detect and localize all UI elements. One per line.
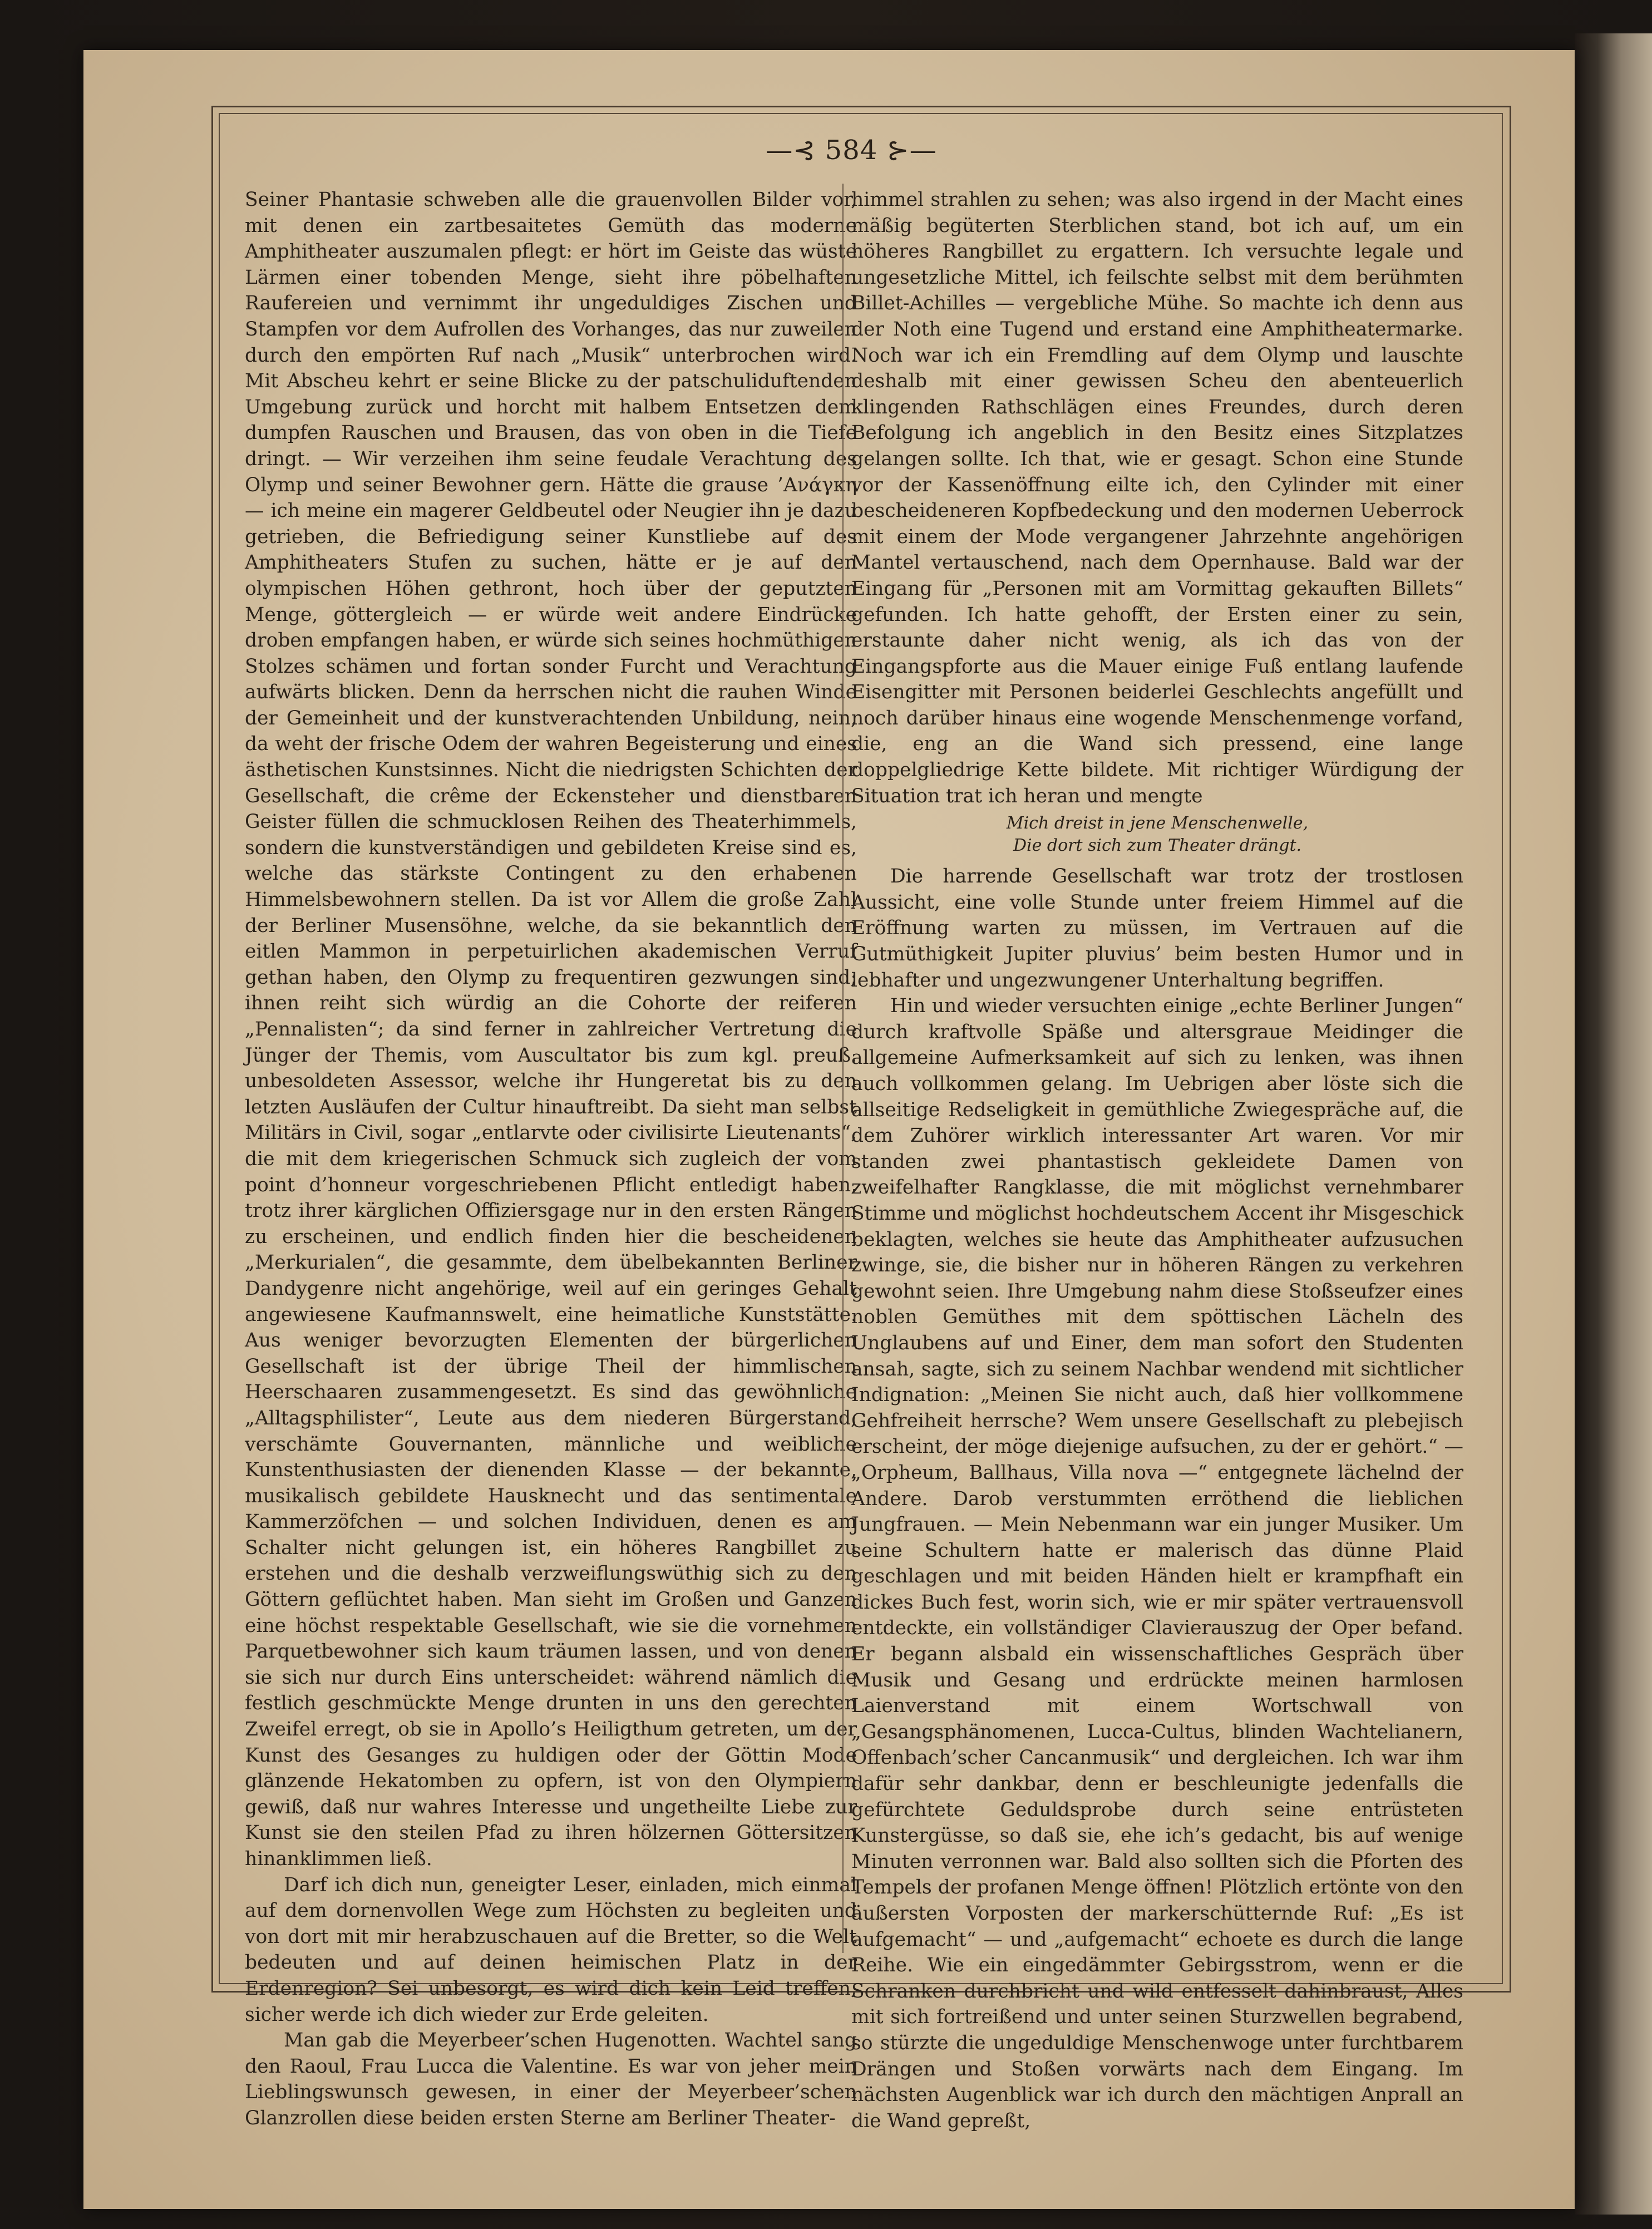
page-number: —⊰ 584 ⊱— [766, 135, 937, 166]
left-column [245, 187, 857, 2132]
right-paragraph-3: Hin und wieder versuchten einige „echte Berliner Jungen“ durch kraftvolle Späße und altersgraue Meidinger die allgemeine Aufmerksamkeit auf sich zu lenken, was ihnen auch vollkommen gelang. Im Uebrigen aber löste sich die allseitige Redseligkeit in gemüthliche Zwiegespräche auf, die dem Zuhörer wirklich interessanter Art waren. Vor mir standen zwei phantastisch gekleidete Damen von zweifelhafter Rangklasse, die mit möglichst vernehmbarer Stimme und möglichst hochdeutschem Accent ihr Misgeschick beklagten, welches sie heute das Amphitheater aufzusuchen zwinge, sie, die bisher nur in höheren Rängen zu verkehren gewohnt seien. Ihre Umgebung nahm diese Stoßseufzer eines noblen Gemüthes mit dem spöttischen Lächeln des Unglaubens auf und Einer, dem man sofort den Studenten ansah, sagte, sich zu seinem Nachbar wendend mit sichtlicher Indignation: „Meinen Sie nicht auch, daß hier vollkommene Gehfreiheit herrsche? Wem unsere Gesellschaft zu plebejisch erscheint, der möge diejenige aufsuchen, zu der er gehört.“ — „Orpheum, Ballhaus, Villa nova —“ entgegnete lächelnd der Andere. Darob verstummten erröthend die lieblichen Jungfrauen. — Mein Nebenmann war ein junger Musiker. Um seine Schultern hatte er malerisch das dünne Plaid geschlagen und mit beiden Händen hielt er krampfhaft ein dickes Buch fest, worin sich, wie er mir später vertrauensvoll entdeckte, ein vollständiger Clavierauszug der Oper befand. Er begann alsbald ein wissenschaftliches Gespräch über Musik und Gesang und erdrückte meinen harmlosen Laienverstand mit einem Wortschwall von „Gesangsphänomenen, Lucca-Cultus, blinden Wachtelianern, Offenbach’scher Cancanmusik“ und dergleichen. Ich war ihm dafür sehr dankbar, denn er beschleunigte jedenfalls die gefürchtete Geduldsprobe durch seine entrüsteten Kunstergüsse, so daß sie, ehe ich’s gedacht, bis auf wenige Minuten verronnen war. Bald also sollten sich die Pforten des Tempels der profanen Menge öffnen! Plötzlich ertönte von den äußersten Vorposten der markerschütternde Ruf: „Es ist aufgemacht“ — und „aufgemacht“ echoete es durch die lange Reihe. Wie ein eingedämmter Gebirgsstrom, wenn er die Schranken durchbricht und wild entfesselt dahinbraust, Alles mit sich fortreißend und unter seinen Sturzwellen begrabend, so stürzte die ungeduldige Menschenwoge unter furchtbarem Drängen und Stoßen vorwärts nach dem Eingang. Im nächsten Augenblick war ich durch den mächtigen Anprall an die Wand gepreßt, [851, 995, 1463, 2132]
column-divider [842, 184, 844, 1953]
right-paragraph-1: himmel strahlen zu sehen; was also irgend in der Macht eines mäßig begüterten Sterblichen stand, bot ich auf, um ein höheres Rangbillet zu ergattern. Ich versuchte legale und ungesetzliche Mittel, ich feilschte selbst mit dem berühmten Billet-Achilles — vergebliche Mühe. So machte ich denn aus der Noth eine Tugend und erstand eine Amphitheatermarke. Noch war ich ein Fremdling auf dem Olymp und lauschte deshalb mit einer gewissen Scheu den abenteuerlich klingenden Rathschlägen eines Freundes, durch deren Befolgung ich angeblich in den Besitz eines Sitzplatzes gelangen sollte. Ich that, wie er gesagt. Schon eine Stunde vor der Kassenöffnung eilte ich, den Cylinder mit einer bescheideneren Kopfbedeckung und den modernen Ueberrock mit einem der Mode vergangener Jahrzehnte angehörigen Mantel vertauschend, nach dem Opernhause. Bald war der Eingang für „Personen mit am Vormittag gekauften Billets“ gefunden. Ich hatte gehofft, der Ersten einer zu sein, erstaunte daher nicht wenig, als ich das von der Eingangspforte aus die Mauer einige Fuß entlang laufende Eisengitter mit Personen beiderlei Geschlechts angefüllt und noch darüber hinaus eine wogende Menschenmenge vorfand, die, eng an die Wand sich pressend, eine lange doppelgliedrige Kette bildete. Mit richtiger Würdigung der Situation trat ich heran und mengte [851, 189, 1463, 807]
verse-quote [851, 812, 1463, 857]
verse-line-1: Mich dreist in jene Menschenwelle, [1006, 813, 1309, 834]
left-paragraph-1: Seiner Phantasie schweben alle die grauenvollen Bilder vor, mit denen ein zartbesaitetes Gemüth das moderne Amphitheater auszumalen pflegt: er hört im Geiste das wüste Lärmen einer tobenden Menge, sieht ihre pöbelhaften Raufereien und vernimmt ihr ungeduldiges Zischen und Stampfen vor dem Aufrollen des Vorhanges, das nur zuweilen durch den empörten Ruf nach „Musik“ unterbrochen wird. Mit Abscheu kehrt er seine Blicke zu der patschuliduftenden Umgebung zurück und horcht mit halbem Entsetzen dem dumpfen Rauschen und Brausen, das von oben in die Tiefe dringt. — Wir verzeihen ihm seine feudale Verachtung des Olymp und seiner Bewohner gern. Hätte die grause ’Ανάγκη — ich meine ein magerer Geldbeutel oder Neugier ihn je dazu getrieben, die Befriedigung seiner Kunstliebe auf des Amphitheaters Stufen zu suchen, hätte er je auf den olympischen Höhen gethront, hoch über der geputzten Menge, göttergleich — er würde weit andere Eindrücke droben empfangen haben, er würde sich seines hochmüthigen Stolzes schämen und fortan sonder Furcht und Verachtung aufwärts blicken. Denn da herrschen nicht die rauhen Winde der Gemeinheit und der kunstverachtenden Unbildung, nein, da weht der frische Odem der wahren Begeisterung und eines ästhetischen Kunstsinnes. Nicht die niedrigsten Schichten der Gesellschaft, die crême der Eckensteher und dienstbaren Geister füllen die schmucklosen Reihen des Theaterhimmels, sondern die kunstverständigen und gebildeten Kreise sind es, welche das stärkste Contingent zu den erhabenen Himmelsbewohnern stellen. Da ist vor Allem die große Zahl der Berliner Musensöhne, welche, da sie bekanntlich den eitlen Mammon in perpetuirlichen akademischen Verruf gethan haben, den Olymp zu frequentiren gezwungen sind; ihnen reiht sich würdig an die Cohorte der reiferen „Pennalisten“; da sind ferner in zahlreicher Vertretung die Jünger der Themis, vom Auscultator bis zum kgl. preuß. unbesoldeten Assessor, welche ihr Hungeretat bis zu den letzten Ausläufen der Cultur hinauftreibt. Da sieht man selbst Militärs in Civil, sogar „entlarvte oder civilisirte Lieutenants“, die mit dem kriegerischen Schmuck sich zugleich der vom point d’honneur vorgeschriebenen Pflicht entledigt haben, trotz ihrer kärglichen Offiziersgage nur in den ersten Rängen zu erscheinen, und endlich finden hier die bescheidenen „Merkurialen“, die gesammte, dem übelbekannten Berliner Dandygenre nicht angehörige, weil auf ein geringes Gehalt angewiesene Kaufmannswelt, eine heimatliche Kunststätte. Aus weniger bevorzugten Elementen der bürgerlichen Gesellschaft ist der übrige Theil der himmlischen Heerschaaren zusammengesetzt. Es sind das gewöhnliche „Alltagsphilister“, Leute aus dem niederen Bürgerstand, verschämte Gouvernanten, männliche und weibliche Kunstenthusiasten der dienenden Klasse — der bekannte, musikalisch gebildete Hausknecht und das sentimentale Kammerzöfchen — und solchen Individuen, denen es am Schalter nicht gelungen ist, ein höheres Rangbillet zu erstehen und die deshalb verzweiflungswüthig sich zu den Göttern geflüchtet haben. Man sieht im Großen und Ganzen eine höchst respektable Gesellschaft, wie sie die vornehmen Parquetbewohner sich kaum träumen lassen, und von denen sie sich nur durch Eins unterscheidet: während nämlich die festlich geschmückte Menge drunten in uns den gerechten Zweifel erregt, ob sie in Apollo’s Heiligthum getreten, um der Kunst des Gesanges zu huldigen oder der Göttin Mode glänzende Hekatomben zu opfern, ist von den Olympiern gewiß, daß nur wahres Interesse und ungetheilte Liebe zur Kunst sie den steilen Pfad zu ihren hölzernen Göttersitzen hinanklimmen ließ. [245, 189, 857, 1870]
adjacent-page-edge [1575, 33, 1652, 2215]
verse-line-2: Die dort sich zum Theater drängt. [1013, 836, 1302, 856]
right-paragraph-2: Die harrende Gesellschaft war trotz der trostlosen Aussicht, eine volle Stunde unter freiem Himmel auf die Eröffnung warten zu müssen, im Vertrauen auf die Gutmüthigkeit Jupiter pluvius’ beim besten Humor und in lebhafter und ungezwungener Unterhaltung begriffen. [851, 865, 1463, 992]
left-paragraph-3: Man gab die Meyerbeer’schen Hugenotten. Wachtel sang den Raoul, Frau Lucca die Valentine. Es war von jeher mein Lieblingswunsch gewesen, in einer der Meyerbeer’schen Glanzrollen diese beiden ersten Sterne am Berliner Theater- [245, 2029, 857, 2129]
right-column [851, 187, 1463, 2134]
left-paragraph-2: Darf ich dich nun, geneigter Leser, einladen, mich einmal auf dem dornenvollen Wege zum Höchsten zu begleiten und von dort mit mir herabzuschauen auf die Bretter, so die Welt bedeuten und auf deinen heimischen Platz in der Erdenregion? Sei unbesorgt, es wird dich kein Leid treffen, sicher werde ich dich wieder zur Erde geleiten. [245, 1873, 857, 2026]
